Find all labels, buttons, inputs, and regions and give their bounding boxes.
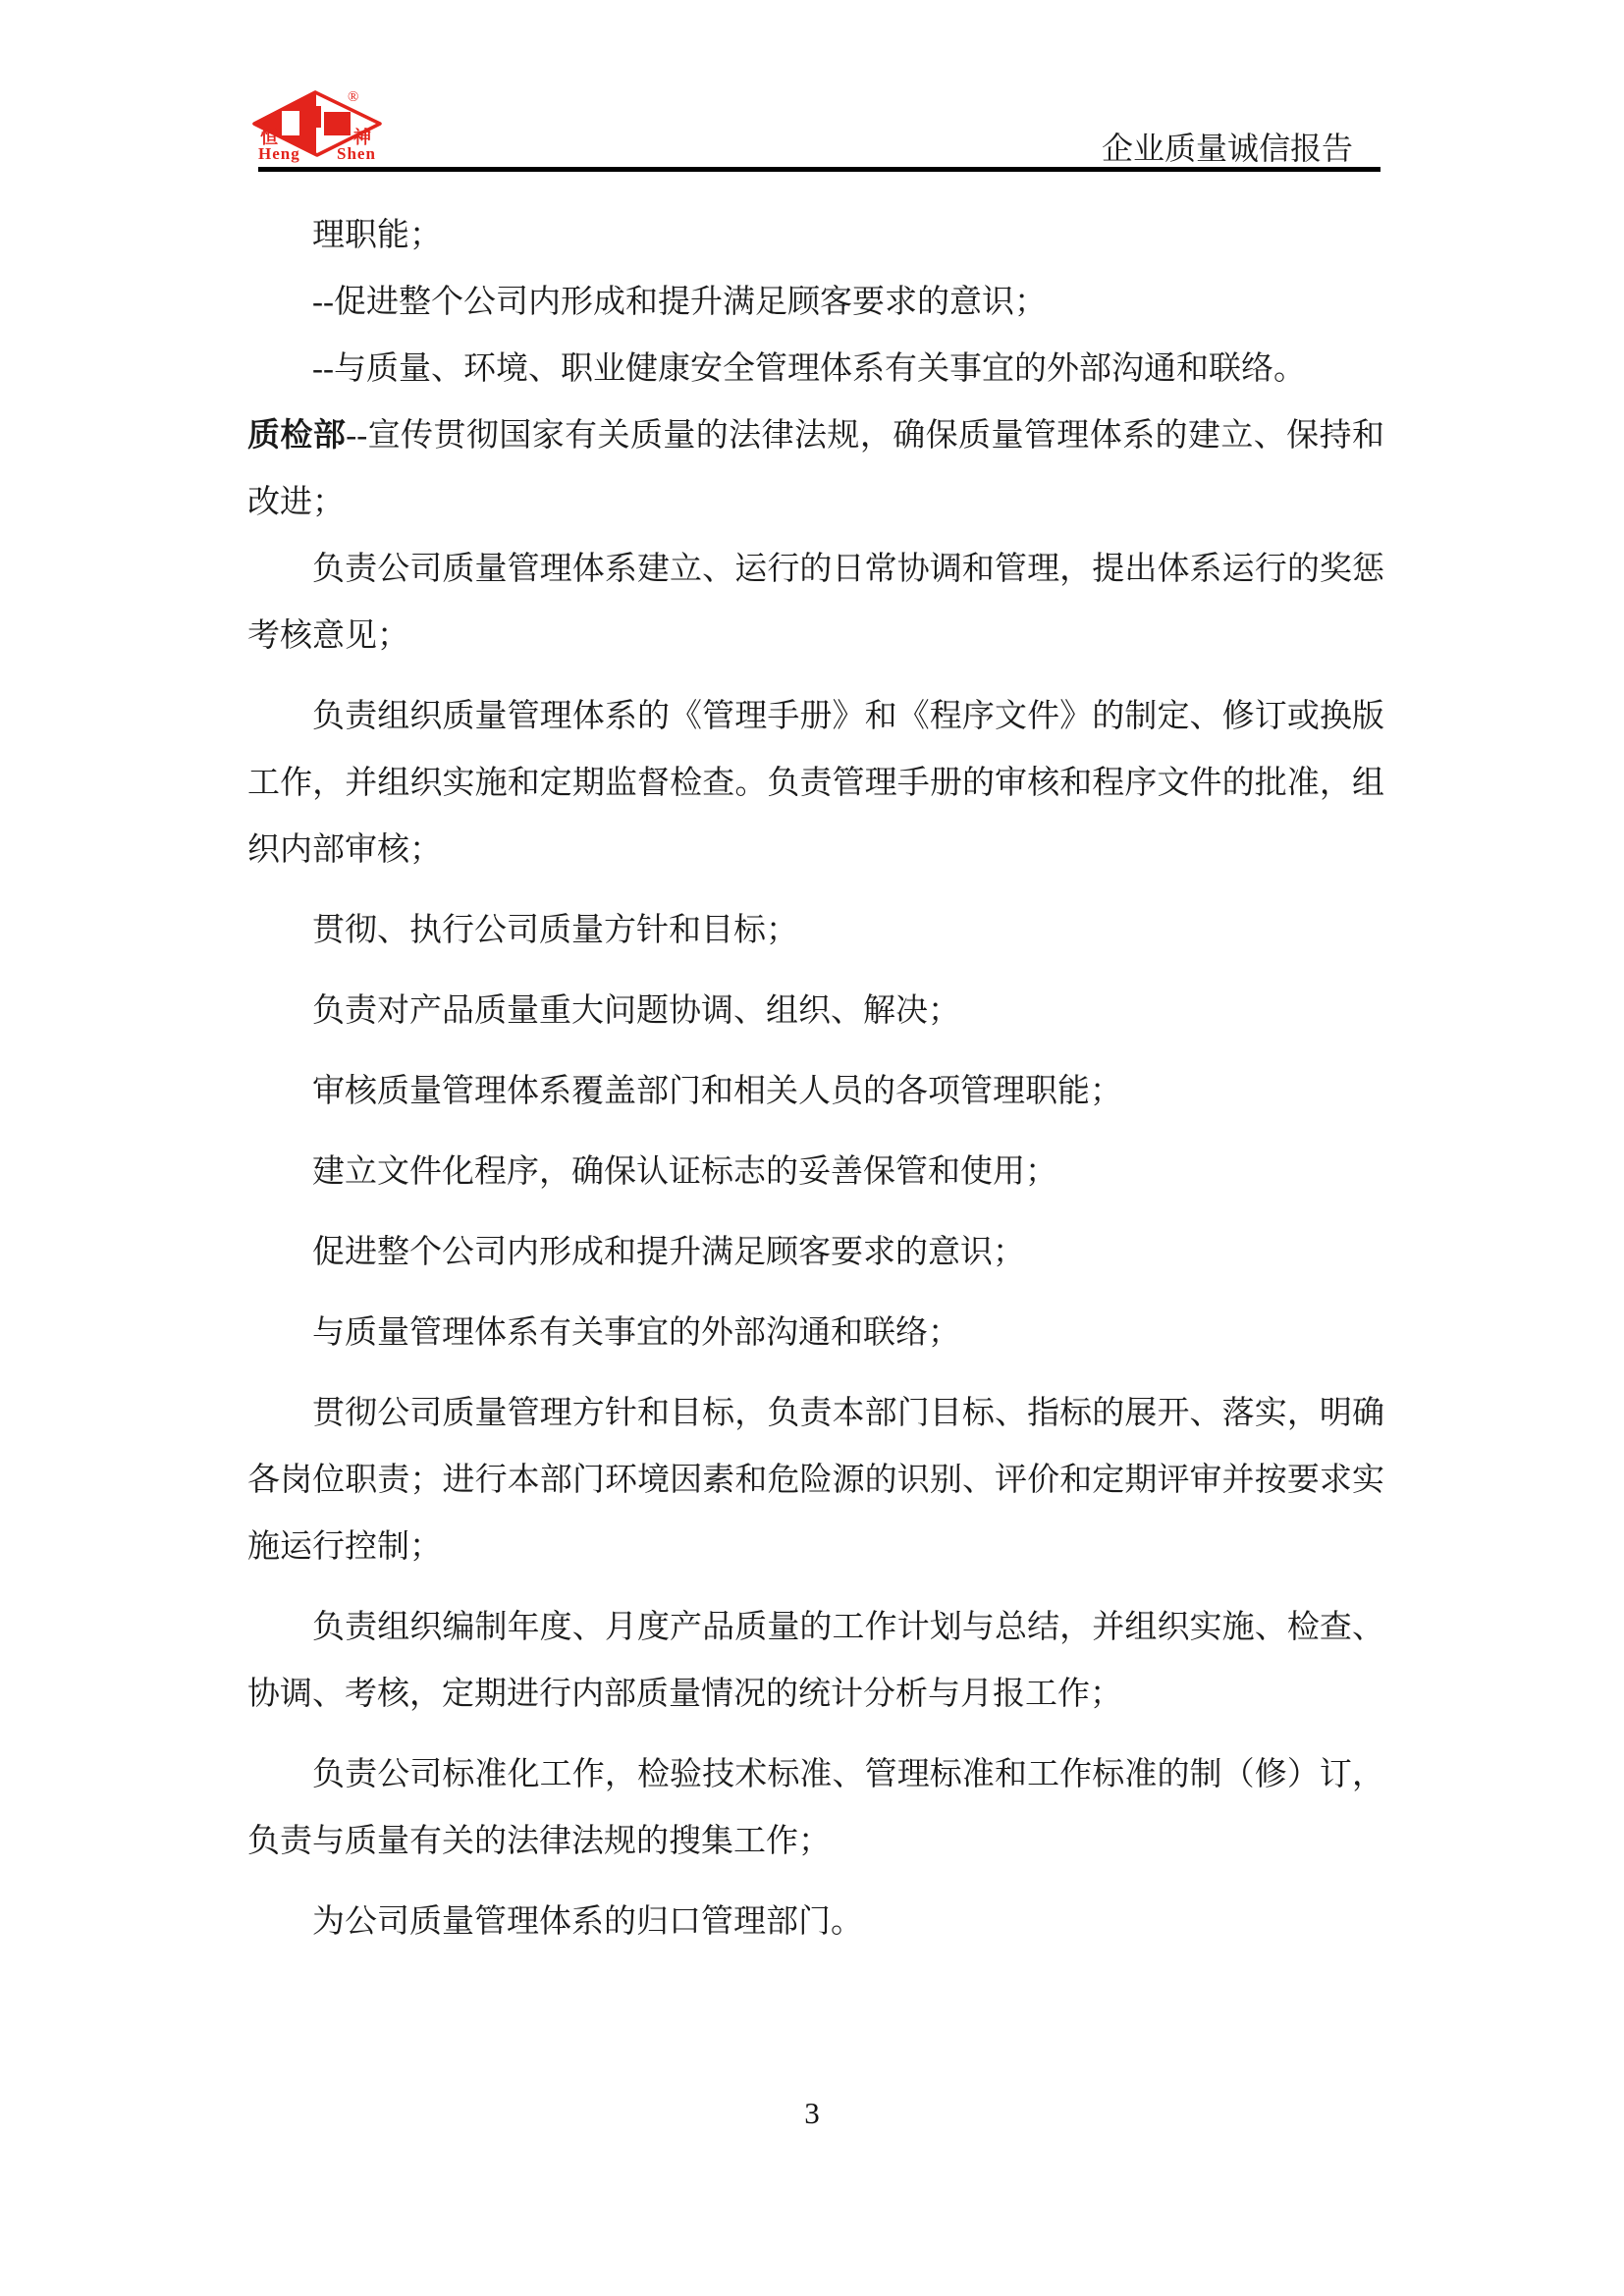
logo-text-heng-en: Heng (258, 144, 300, 163)
text-line: 改进； (247, 485, 345, 520)
document-body (247, 202, 1384, 1955)
text-line: 理职能； (312, 218, 442, 253)
text-line: 审核质量管理体系覆盖部门和相关人员的各项管理职能； (312, 1074, 1122, 1109)
text-line: 考核意见； (247, 618, 409, 654)
text-line: 负责公司标准化工作，检验技术标准、管理标准和工作标准的制（修）订， (312, 1757, 1384, 1792)
logo-text-heng-cn: 恒 (260, 128, 278, 147)
text-line: 负责与质量有关的法律法规的搜集工作； (247, 1824, 831, 1859)
text-line (247, 402, 1384, 469)
text-line: 建立文件化程序，确保认证标志的妥善保管和使用； (312, 1154, 1057, 1190)
registered-trademark-icon: ® (348, 89, 359, 105)
text-line: 与质量管理体系有关事宜的外部沟通和联络； (312, 1315, 960, 1351)
text-line: --与质量、环境、职业健康安全管理体系有关事宜的外部沟通和联络。 (312, 351, 1306, 387)
text-line-continuation: --宣传贯彻国家有关质量的法律法规，确保质量管理体系的建立、保持和 (346, 418, 1385, 454)
text-line: 负责组织编制年度、月度产品质量的工作计划与总结，并组织实施、检查、 (312, 1610, 1384, 1645)
text-line: 协调、考核，定期进行内部质量情况的统计分析与月报工作； (247, 1677, 1122, 1712)
page-number: 3 (804, 2096, 820, 2130)
dept-label: 质检部 (247, 418, 347, 454)
text-line: 工作，并组织实施和定期监督检查。负责管理手册的审核和程序文件的批准，组 (247, 766, 1384, 801)
logo-text-shen-en: Shen (337, 144, 376, 163)
text-line: 为公司质量管理体系的归口管理部门。 (312, 1904, 863, 1940)
text-line: 负责对产品质量重大问题协调、组织、解决； (312, 993, 960, 1029)
report-title: 企业质量诚信报告 (1101, 131, 1353, 166)
text-line: 织内部审核； (247, 832, 442, 868)
logo-text-shen-cn: 神 (353, 128, 371, 147)
text-line: 负责组织质量管理体系的《管理手册》和《程序文件》的制定、修订或换版 (312, 699, 1384, 734)
text-line: --促进整个公司内形成和提升满足顾客要求的意识； (312, 285, 1047, 320)
text-line: 负责公司质量管理体系建立、运行的日常协调和管理，提出体系运行的奖惩 (312, 552, 1384, 587)
text-line: 贯彻公司质量管理方针和目标，负责本部门目标、指标的展开、落实，明确 (312, 1396, 1384, 1431)
text-line: 施运行控制； (247, 1529, 442, 1565)
text-line: 各岗位职责；进行本部门环境因素和危险源的识别、评价和定期评审并按要求实 (247, 1463, 1384, 1498)
header-rule (258, 167, 1380, 172)
text-line: 贯彻、执行公司质量方针和目标； (312, 913, 798, 948)
text-line: 促进整个公司内形成和提升满足顾客要求的意识； (312, 1235, 1025, 1270)
